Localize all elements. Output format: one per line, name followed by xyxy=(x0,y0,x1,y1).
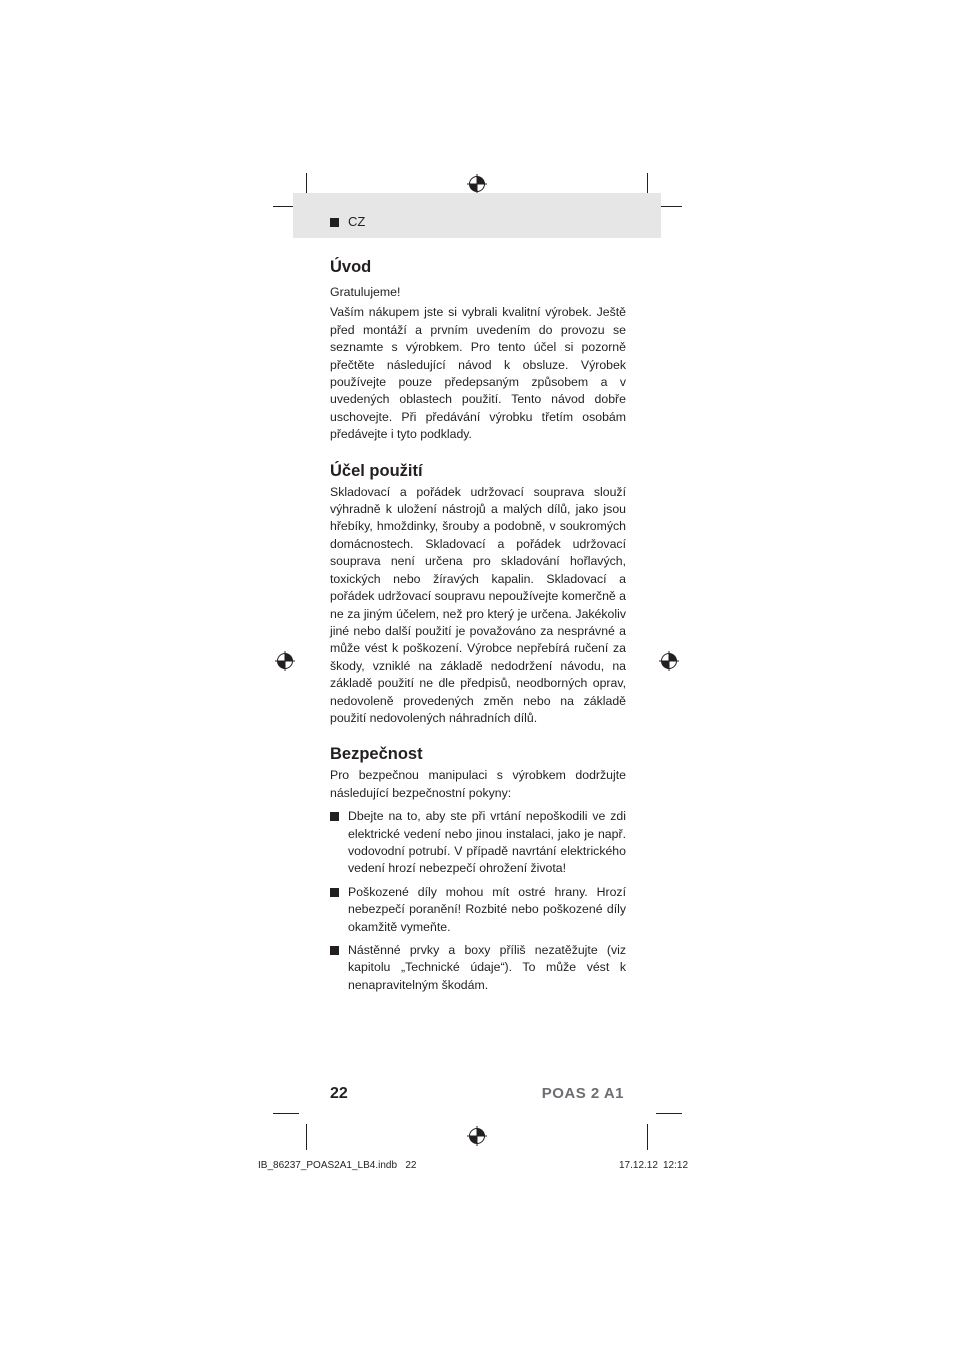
language-code: CZ xyxy=(348,214,366,229)
paragraph: Skladovací a pořádek udržovací souprava slouží výhradně k uložení nástrojů a malých dílů, jako jsou hřebíky, hmoždinky, šrouby a podobně, v soukromých domácnostech. Skladovací a pořádek udržovací souprava není určena pro skladování hořlavých, toxických nebo žíravých kapalin. Skladovací a pořádek udržovací soupravu nepoužívejte komerčně a ne za jiným účelem, než pro který je určena. Jakékoliv jiné nebo další použití je považováno za nesprávné a může vést k poškození. Výrobce nepřebírá ručení za škody, vzniklé na základě nedodržení návodu, na základě použití ne dle předpisů, neodborných oprav, nedovoleně provedených změn nebo na základě použití nedovolených náhradních dílů. xyxy=(330,484,626,725)
model-name: POAS 2 A1 xyxy=(541,1085,624,1102)
registration-mark-icon xyxy=(275,651,295,671)
list-item xyxy=(330,808,626,878)
registration-mark-icon xyxy=(467,174,487,194)
list-item xyxy=(330,884,626,936)
main-content xyxy=(330,256,626,994)
square-bullet-icon xyxy=(330,946,339,955)
square-bullet-icon xyxy=(330,812,339,821)
crop-mark xyxy=(647,1124,648,1150)
square-bullet-icon xyxy=(330,218,339,227)
paragraph: Gratulujeme! xyxy=(330,285,401,299)
list-item-text: Poškozené díly mohou mít ostré hrany. Hrozí nebezpečí poranění! Rozbité nebo poškozené díly okamžitě vymeňte. xyxy=(348,884,626,934)
square-bullet-icon xyxy=(330,888,339,897)
slug-date: 17.12.12 xyxy=(619,1160,658,1171)
page-number: 22 xyxy=(330,1085,348,1102)
registration-mark-icon xyxy=(467,1126,487,1146)
crop-mark xyxy=(306,1124,307,1150)
registration-mark-icon xyxy=(659,651,679,671)
section-title-bezpecnost: Bezpečnost xyxy=(330,745,423,764)
section-title-uvod: Úvod xyxy=(330,258,372,276)
safety-list xyxy=(330,808,626,994)
slug-time: 12:12 xyxy=(663,1160,689,1171)
paragraph: Pro bezpečnou manipulaci s výrobkem dodržujte následující bezpečnostní pokyny: xyxy=(330,768,626,800)
crop-mark xyxy=(273,1113,299,1114)
language-label xyxy=(330,213,365,231)
list-item-text: Dbejte na to, aby ste při vrtání nepoškodili ve zdi elektrické vedení nebo jinou instalaci, jako je např. vodovodní potrubí. V případě navrtání elektrického vedení hrozí nebezpečí ohrožení života! xyxy=(348,809,626,876)
paragraph: Vaším nákupem jste si vybrali kvalitní výrobek. Ještě před montáží a prvním uvedením do provozu se seznamte s výrobkem. Pro tento účel si pozorně přečtěte následující návod k obsluze. Výrobek používejte pouze předepsaným způsobem a v uvedených oblastech použití. Tento návod dobře uschovejte. Při předávání výrobku třetím osobám předávejte i tyto podklady. xyxy=(330,305,626,442)
list-item-text: Nástěnné prvky a boxy příliš nezatěžujte (viz kapitolu „Technické údaje“). To může vést k nenapravitelným škodám. xyxy=(348,943,626,992)
slug-file: IB_86237_POAS2A1_LB4.indb 22 xyxy=(258,1160,417,1171)
list-item xyxy=(330,942,626,994)
crop-mark xyxy=(656,1113,682,1114)
section-title-ucel-pouziti: Účel použití xyxy=(330,461,423,480)
